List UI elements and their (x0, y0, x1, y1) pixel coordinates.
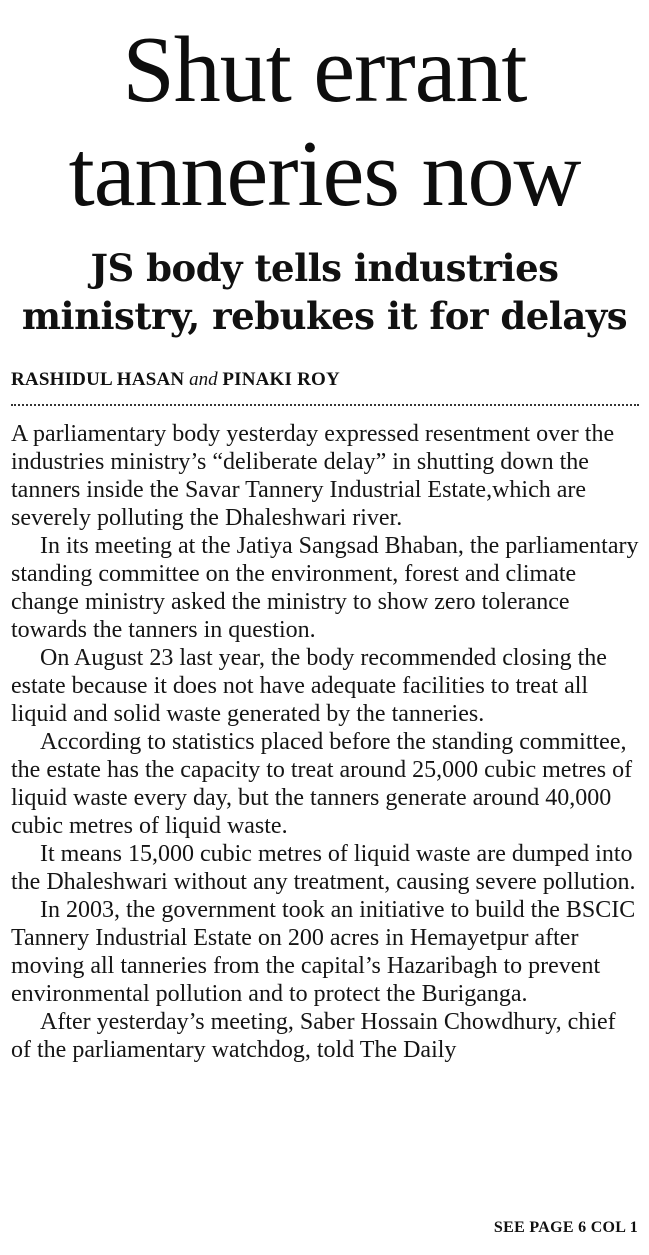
article-paragraph-3: On August 23 last year, the body recommended closing the estate because it does not have adequate facilities to treat all liquid and solid waste generated by the tanneries. (11, 645, 607, 727)
article-paragraph-2: In its meeting at the Jatiya Sangsad Bhaban, the parliamentary standing committee on the environment, forest and climate change ministry asked the ministry to show zero tolerance towards the tanners in question. (11, 533, 639, 643)
byline-divider (11, 404, 639, 406)
article-paragraph-7: After yesterday’s meeting, Saber Hossain Chowdhury, chief of the parliamentary watchdog, told The Daily (11, 1009, 616, 1063)
author-name-1: RASHIDUL HASAN (11, 369, 185, 390)
byline-conjunction: and (189, 369, 218, 390)
continued-on-page-note: SEE PAGE 6 COL 1 (493, 1219, 638, 1236)
headline-line-1: Shut errant (122, 18, 527, 122)
article-paragraph-6: In 2003, the government took an initiative to build the BSCIC Tannery Industrial Estate on 200 acres in Hemayetpur after moving all tanneries from the capital’s Hazaribagh to prevent environmental pollution and to protect the Buriganga. (11, 897, 636, 1007)
article-paragraph-4: According to statistics placed before the standing committee, the estate has the capacity to treat around 25,000 cubic metres of liquid waste every day, but the tanners generate around 40,000 cubic metres of liquid waste. (11, 729, 633, 839)
article-paragraph-5: It means 15,000 cubic metres of liquid waste are dumped into the Dhaleshwari without any treatment, causing severe pollution. (11, 841, 636, 895)
byline (11, 368, 340, 392)
author-name-2: PINAKI ROY (222, 369, 340, 390)
article-paragraph-1: A parliamentary body yesterday expressed resentment over the industries ministry’s “deliberate delay” in shutting down the tanners inside the Savar Tannery Industrial Estate,which are severely polluting the Dhaleshwari river. (11, 421, 615, 531)
subheadline-line-2: ministry, rebukes it for delays (21, 294, 628, 338)
headline-line-2: tanneries now (68, 122, 581, 226)
article-body (11, 420, 641, 1064)
subheadline-line-1: JS body tells industries (90, 246, 559, 290)
